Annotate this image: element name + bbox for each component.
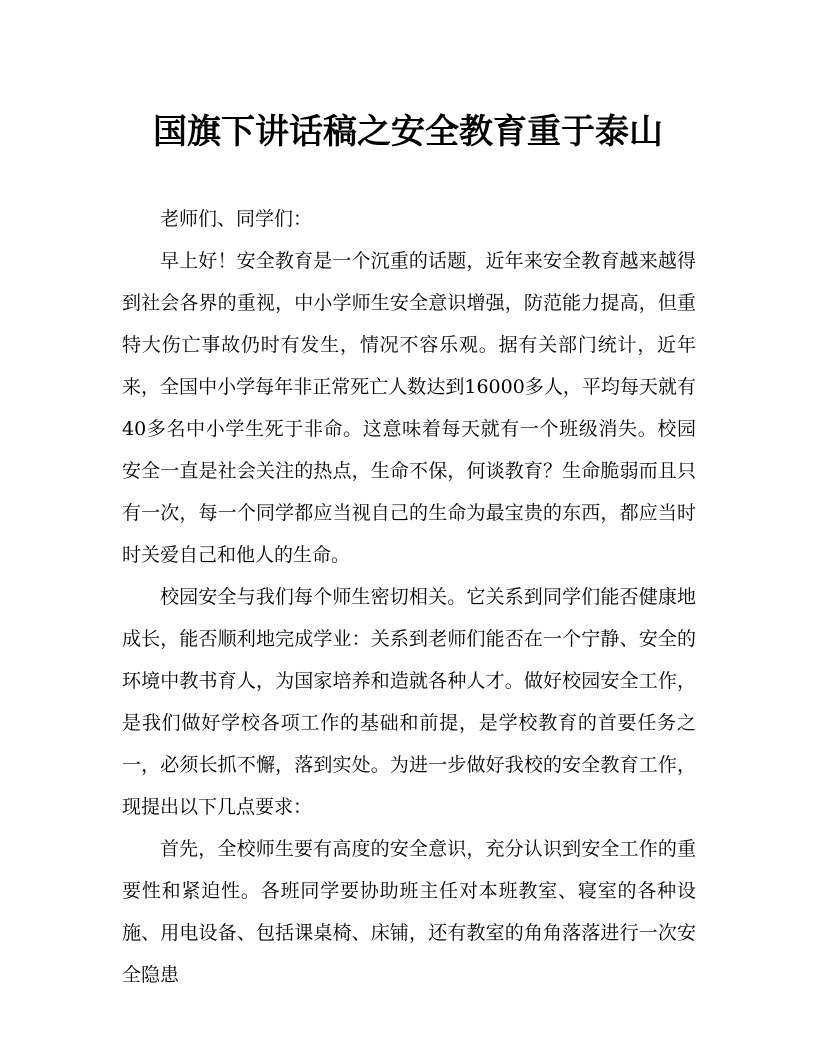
paragraph-2: 校园安全与我们每个师生密切相关。它关系到同学们能否健康地成长，能否顺利地完成学业：关系到老师们能否在一个宁静、安全的环境中教书育人，为国家培养和造就各种人才。做好校园安全工作，是我们做好学校各项工作的基础和前提，是学校教育的首要任务之一，必须长抓不懈，落到实处。为进一步做好我校的安全教育工作，现提出以下几点要求： (122, 586, 696, 818)
salutation: 老师们、同学们： (160, 208, 313, 230)
paragraph-3: 首先，全校师生要有高度的安全意识，充分认识到安全工作的重要性和紧迫性。各班同学要协助班主任对本班教室、寝室的各种设施、用电设备、包括课桌椅、床铺，还有教室的角角落落进行一次安全隐患 (122, 838, 696, 986)
paragraph-1: 早上好！安全教育是一个沉重的话题，近年来安全教育越来越得到社会各界的重视，中小学师生安全意识增强，防范能力提高，但重特大伤亡事故仍时有发生，情况不容乐观。据有关部门统计，近年来，全国中小学每年非正常死亡人数达到16000多人，平均每天就有40多名中小学生死于非命。这意味着每天就有一个班级消失。校园安全一直是社会关注的热点，生命不保，何谈教育？生命脆弱而且只有一次，每一个同学都应当视自己的生命为最宝贵的东西，都应当时时关爱自己和他人的生命。 (122, 250, 696, 566)
document-body (122, 198, 696, 996)
document-title: 国旗下讲话稿之安全教育重于泰山 (153, 112, 663, 152)
